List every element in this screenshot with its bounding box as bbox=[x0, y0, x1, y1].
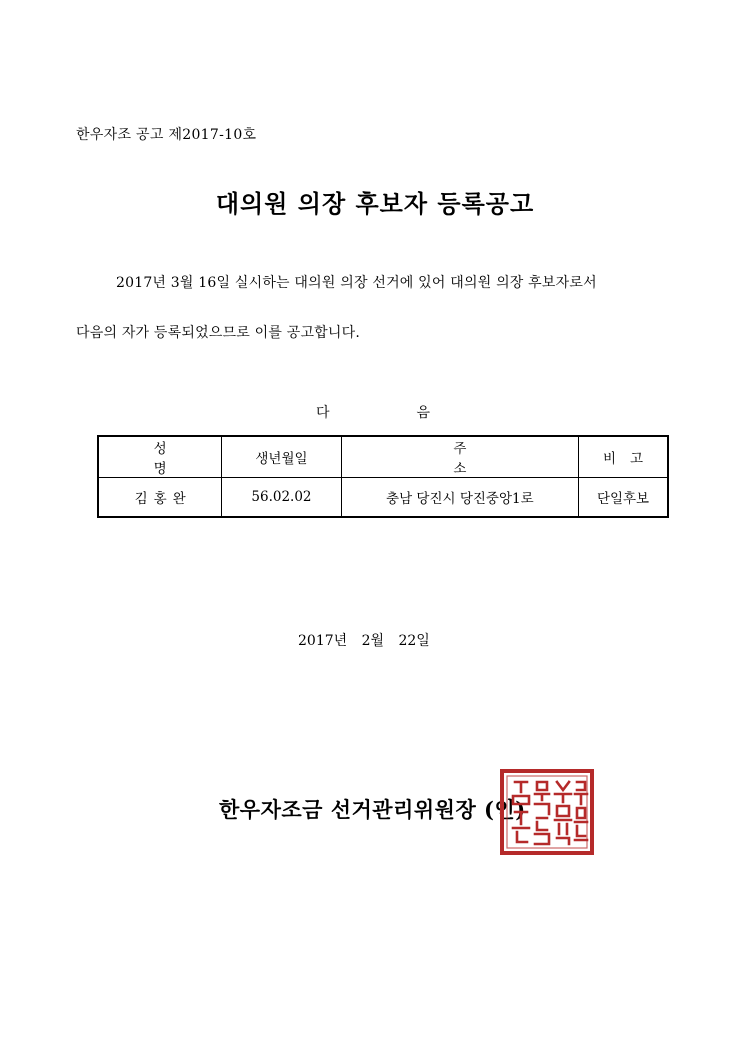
section-heading-char-1: 다 bbox=[316, 405, 330, 421]
header-birthdate: 생년월일 bbox=[222, 436, 341, 478]
document-date: 2017년 2월 22일 bbox=[298, 633, 430, 649]
signature-line: 한우자조금 선거관리위원장 (인) bbox=[219, 797, 526, 822]
body-text-line-1: 2017년 3월 16일 실시하는 대의원 의장 선거에 있어 대의원 의장 후보자로서 bbox=[116, 275, 597, 291]
cell-birthdate: 56.02.02 bbox=[222, 478, 341, 518]
header-address: 주소 bbox=[341, 436, 578, 478]
body-text-line-2: 다음의 자가 등록되었으므로 이를 공고합니다. bbox=[76, 325, 361, 341]
cell-note: 단일후보 bbox=[579, 478, 668, 518]
table-row bbox=[98, 478, 668, 518]
document-number: 한우자조 공고 제2017-10호 bbox=[76, 127, 257, 143]
official-seal-stamp bbox=[499, 768, 595, 856]
cell-name: 김홍완 bbox=[98, 478, 222, 518]
candidate-table bbox=[97, 435, 669, 518]
section-heading bbox=[316, 402, 430, 422]
header-name: 성명 bbox=[98, 436, 222, 478]
header-note: 비고 bbox=[579, 436, 668, 478]
document-title: 대의원 의장 후보자 등록공고 bbox=[215, 190, 535, 218]
section-heading-char-2: 음 bbox=[416, 405, 430, 421]
cell-address: 충남 당진시 당진중앙1로 bbox=[341, 478, 578, 518]
table-header-row bbox=[98, 436, 668, 478]
